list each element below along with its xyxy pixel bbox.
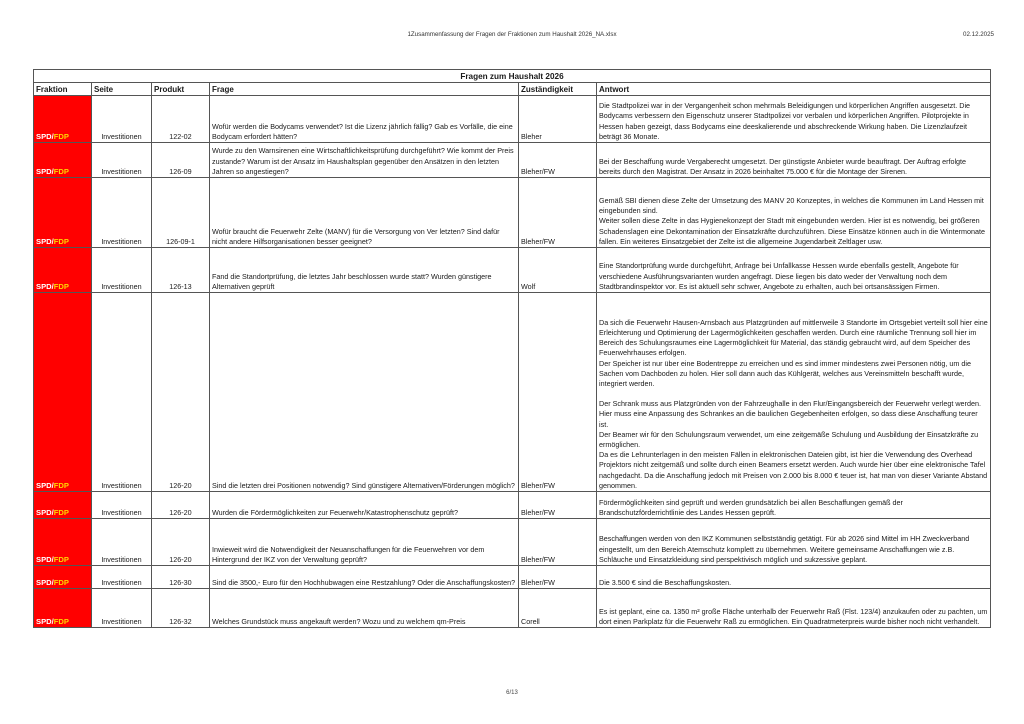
column-header-frage: Frage xyxy=(210,83,519,96)
column-header-fraktion: Fraktion xyxy=(34,83,92,96)
produkt-cell: 126-13 xyxy=(152,248,210,293)
party-separator: / xyxy=(51,616,54,626)
party-spd: SPD xyxy=(36,166,52,176)
antwort-cell xyxy=(597,178,991,248)
party-separator: / xyxy=(51,166,54,176)
produkt-cell: 126-32 xyxy=(152,589,210,628)
zustaendigkeit-cell: Bleher/FW xyxy=(519,178,597,248)
antwort-paragraph: Der Schrank muss aus Platzgründen von der Fahrzeughalle in den Flur/Eingangsbereich der Feuerwehr verlegt werden. Hier muss eine Anpassung des Schrankes an die baulichen Gegebenheiten erfolgen, so dass diese Anschaffung teurer ist. xyxy=(599,399,981,429)
document-filename: 1Zusammenfassung der Fragen der Fraktionen zum Haushalt 2026_NA.xlsx xyxy=(407,31,617,38)
table-row xyxy=(34,519,991,566)
produkt-cell: 122-02 xyxy=(152,96,210,143)
party-spd: SPD xyxy=(36,480,52,490)
zustaendigkeit-cell: Bleher/FW xyxy=(519,293,597,492)
antwort-paragraph: Weiter sollen diese Zelte in das Hygienekonzept der Stadt mit eingebunden werden. Hier ist es notwendig, bei größeren Schadenslagen eine Dekontamination der Einsatzkräfte durchzuführen. Diese Einsätze können auch in die Wintermonate fallen. Ein weiteres Einsatzgebiet der Zelte ist die allgemeine Jugendarbeit Zeltlager usw. xyxy=(599,216,985,246)
seite-cell: Investitionen xyxy=(92,96,152,143)
table-row xyxy=(34,143,991,178)
party-separator: / xyxy=(51,281,54,291)
column-header-seite: Seite xyxy=(92,83,152,96)
table-row xyxy=(34,293,991,492)
frage-cell: Wofür werden die Bodycams verwendet? Ist die Lizenz jährlich fällig? Gab es Vorfälle, die eine Bodycam erfordert hätten? xyxy=(210,96,519,143)
frage-cell: Wofür braucht die Feuerwehr Zelte (MANV) für die Versorgung von Ver letzten? Sind dafür nicht andere Hilfsorganisationen besser geeignet? xyxy=(210,178,519,248)
zustaendigkeit-cell: Bleher/FW xyxy=(519,566,597,589)
party-separator: / xyxy=(51,554,54,564)
party-fdp: FDP xyxy=(53,166,69,176)
seite-cell: Investitionen xyxy=(92,293,152,492)
column-header-zustaendigkeit: Zuständigkeit xyxy=(519,83,597,96)
fraktion-cell xyxy=(34,519,92,566)
party-spd: SPD xyxy=(36,236,52,246)
party-fdp: FDP xyxy=(53,480,69,490)
antwort-paragraph: Es ist geplant, eine ca. 1350 m² große Fläche unterhalb der Feuerwehr Raß (Flst. 123/4) anzukaufen oder zu pachten, um dort einen Parkplatz für die Feuerwehr Raß zu ermöglichen. Ein Quadratmeterpreis wurde bisher noch nicht verhandelt. xyxy=(599,606,988,626)
antwort-paragraph xyxy=(599,389,988,399)
table-row xyxy=(34,492,991,519)
table-body xyxy=(34,96,991,628)
party-fdp: FDP xyxy=(53,131,69,141)
table-row xyxy=(34,248,991,293)
party-spd: SPD xyxy=(36,577,52,587)
fraktion-cell xyxy=(34,143,92,178)
antwort-paragraph: Eine Standortprüfung wurde durchgeführt, Anfrage bei Unfallkasse Hessen wurde ebenfalls gestellt, Angebote für verschiedene Ausführungsvarianten wurden angefragt. Diese liegen bis dato weder der Verwaltung noch dem Stadtbrandinspektor vor. Es ist aktuell sehr schwer, Angebote zu erhalten, auch bei ortsansässigen Firmen. xyxy=(599,261,959,291)
table-title: Fragen zum Haushalt 2026 xyxy=(34,70,991,83)
seite-cell: Investitionen xyxy=(92,492,152,519)
antwort-cell xyxy=(597,519,991,566)
antwort-paragraph: Da sich die Feuerwehr Hausen-Arnsbach aus Platzgründen auf mittlerweile 3 Standorte im Ortsgebiet verteilt soll hier eine Erleichterung und Optimierung der Lagermöglichkeiten geschaffen werden. Durch eine räumliche Trennung soll hier im Bereich des Schulungsraumes eine Lagermöglichkeit für Material, das ständig gebraucht wird, auf dem Speicher des Feuerwehrhauses erfolgen. xyxy=(599,317,988,358)
frage-cell: Wurde zu den Warnsirenen eine Wirtschaftlichkeitsprüfung durchgeführt? Wie kommt der Preis zustande? Warum ist der Ansatz im Haushaltsplan gegenüber den Ansätzen in den letzten Jahren so angestiegen? xyxy=(210,143,519,178)
fraktion-cell xyxy=(34,566,92,589)
frage-cell: Sind die 3500,- Euro für den Hochhubwagen eine Restzahlung? Oder die Anschaffungskosten? xyxy=(210,566,519,589)
fraktion-cell xyxy=(34,492,92,519)
fraktion-cell xyxy=(34,293,92,492)
column-header-antwort: Antwort xyxy=(597,83,991,96)
antwort-cell xyxy=(597,589,991,628)
column-header-row xyxy=(34,83,991,96)
antwort-paragraph: Die 3.500 € sind die Beschaffungskosten. xyxy=(599,577,732,587)
seite-cell: Investitionen xyxy=(92,519,152,566)
column-header-produkt: Produkt xyxy=(152,83,210,96)
seite-cell: Investitionen xyxy=(92,566,152,589)
antwort-paragraph: Da es die Lehrunterlagen in den meisten Fällen in elektronischen Dateien gibt, ist hier die Verwendung des Overhead Projektors nicht zeitgemäß und sollte durch einen Beamers ersetzt werden. Auch wurde hier über eine elektronische Tafel nachgedacht. Da die Anschaffung jedoch mit Preisen von 2.000 bis 8.000 € teuer ist, hat man von dieser Variante Abstand genommen. xyxy=(599,450,988,490)
seite-cell: Investitionen xyxy=(92,143,152,178)
seite-cell: Investitionen xyxy=(92,178,152,248)
frage-cell: Welches Grundstück muss angekauft werden? Wozu und zu welchem qm-Preis xyxy=(210,589,519,628)
antwort-paragraph: Bei der Beschaffung wurde Vergaberecht umgesetzt. Der günstigste Anbieter wurde beauftragt. Der Auftrag erfolgte bereits durch den Magistrat. Der Ansatz in 2026 beinhaltet 75.000 € für die Montage der Sirenen. xyxy=(599,156,967,176)
party-separator: / xyxy=(51,236,54,246)
frage-cell: Sind die letzten drei Positionen notwendig? Sind günstigere Alternativen/Förderungen möglich? xyxy=(210,293,519,492)
zustaendigkeit-cell: Bleher/FW xyxy=(519,492,597,519)
produkt-cell: 126-20 xyxy=(152,519,210,566)
party-separator: / xyxy=(51,507,54,517)
table-title-row xyxy=(34,70,991,83)
antwort-paragraph: Gemäß SBI dienen diese Zelte der Umsetzung des MANV 20 Konzeptes, in welches die Kommunen im Land Hessen mit eingebunden sind. xyxy=(599,195,984,216)
table-row xyxy=(34,566,991,589)
party-separator: / xyxy=(51,480,54,490)
party-fdp: FDP xyxy=(53,554,69,564)
party-spd: SPD xyxy=(36,554,52,564)
frage-cell: Wurden die Fördermöglichkeiten zur Feuerwehr/Katastrophenschutz geprüft? xyxy=(210,492,519,519)
questions-table xyxy=(33,69,991,628)
seite-cell: Investitionen xyxy=(92,589,152,628)
antwort-paragraph: Der Speicher ist nur über eine Bodentreppe zu erreichen und es sind immer mindestens zwei Personen nötig, um die Sachen vom Dachboden zu holen. Hier soll dann auch das Kühlgerät, welches aus Vereinsmitteln beschafft wurde, integriert werden. xyxy=(599,358,971,388)
produkt-cell: 126-20 xyxy=(152,492,210,519)
table-row xyxy=(34,96,991,143)
table-row xyxy=(34,589,991,628)
antwort-paragraph: Die Stadtpolizei war in der Vergangenheit schon mehrmals Beleidigungen und körperlichen Angriffen ausgesetzt. Die Bodycams verbessern den Eigenschutz unserer Stadtpolizei vor verbalen und körperlichen Angriffen. Pilotprojekte in Hessen haben gezeigt, dass Bodycams eine deeskalierende und abschreckende Wirkung haben. Die Lizenzlaufzeit beträgt 36 Monate. xyxy=(599,101,971,141)
party-spd: SPD xyxy=(36,131,52,141)
antwort-paragraph: Der Beamer wir für den Schulungsraum verwendet, um eine zeitgemäße Schulung und Ausbildung der Einsatzkräfte zu ermöglichen. xyxy=(599,429,979,449)
zustaendigkeit-cell: Wolf xyxy=(519,248,597,293)
antwort-cell xyxy=(597,492,991,519)
antwort-paragraph: Fördermöglichkeiten sind geprüft und werden grundsätzlich bei allen Beschaffungen gemäß der Brandschutzförderrichtlinie des Landes Hessen geprüft. xyxy=(599,497,903,517)
party-separator: / xyxy=(51,131,54,141)
party-spd: SPD xyxy=(36,616,52,626)
frage-cell: Inwieweit wird die Notwendigkeit der Neuanschaffungen für die Feuerwehren vor dem Hintergrund der IKZ von der Verwaltung geprüft? xyxy=(210,519,519,566)
produkt-cell: 126-09-1 xyxy=(152,178,210,248)
antwort-cell xyxy=(597,143,991,178)
table-row xyxy=(34,178,991,248)
zustaendigkeit-cell: Corell xyxy=(519,589,597,628)
print-date: 02.12.2025 xyxy=(963,31,994,38)
antwort-cell xyxy=(597,248,991,293)
party-fdp: FDP xyxy=(53,507,69,517)
party-fdp: FDP xyxy=(53,577,69,587)
party-separator: / xyxy=(51,577,54,587)
antwort-cell xyxy=(597,566,991,589)
party-fdp: FDP xyxy=(53,616,69,626)
fraktion-cell xyxy=(34,589,92,628)
party-fdp: FDP xyxy=(53,281,69,291)
zustaendigkeit-cell: Bleher/FW xyxy=(519,519,597,566)
fraktion-cell xyxy=(34,96,92,143)
fraktion-cell xyxy=(34,178,92,248)
frage-cell: Fand die Standortprüfung, die letztes Jahr beschlossen wurde statt? Wurden günstigere Alternativen geprüft xyxy=(210,248,519,293)
fraktion-cell xyxy=(34,248,92,293)
antwort-cell xyxy=(597,293,991,492)
antwort-cell xyxy=(597,96,991,143)
produkt-cell: 126-20 xyxy=(152,293,210,492)
antwort-paragraph: Beschaffungen werden von den IKZ Kommunen selbstständig getätigt. Für ab 2026 sind Mittel im HH Zweckverband eingestellt, um den Bereich Atemschutz komplett zu übernehmen. Weitere gemeinsame Anschaffungen wie z.B. Schläuche und Einsatzkleidung sind perspektivisch möglich und sukzessive geplant. xyxy=(599,534,970,564)
produkt-cell: 126-30 xyxy=(152,566,210,589)
party-spd: SPD xyxy=(36,281,52,291)
page-number: 6/13 xyxy=(506,690,518,696)
party-fdp: FDP xyxy=(53,236,69,246)
produkt-cell: 126-09 xyxy=(152,143,210,178)
zustaendigkeit-cell: Bleher/FW xyxy=(519,143,597,178)
seite-cell: Investitionen xyxy=(92,248,152,293)
party-spd: SPD xyxy=(36,507,52,517)
zustaendigkeit-cell: Bleher xyxy=(519,96,597,143)
